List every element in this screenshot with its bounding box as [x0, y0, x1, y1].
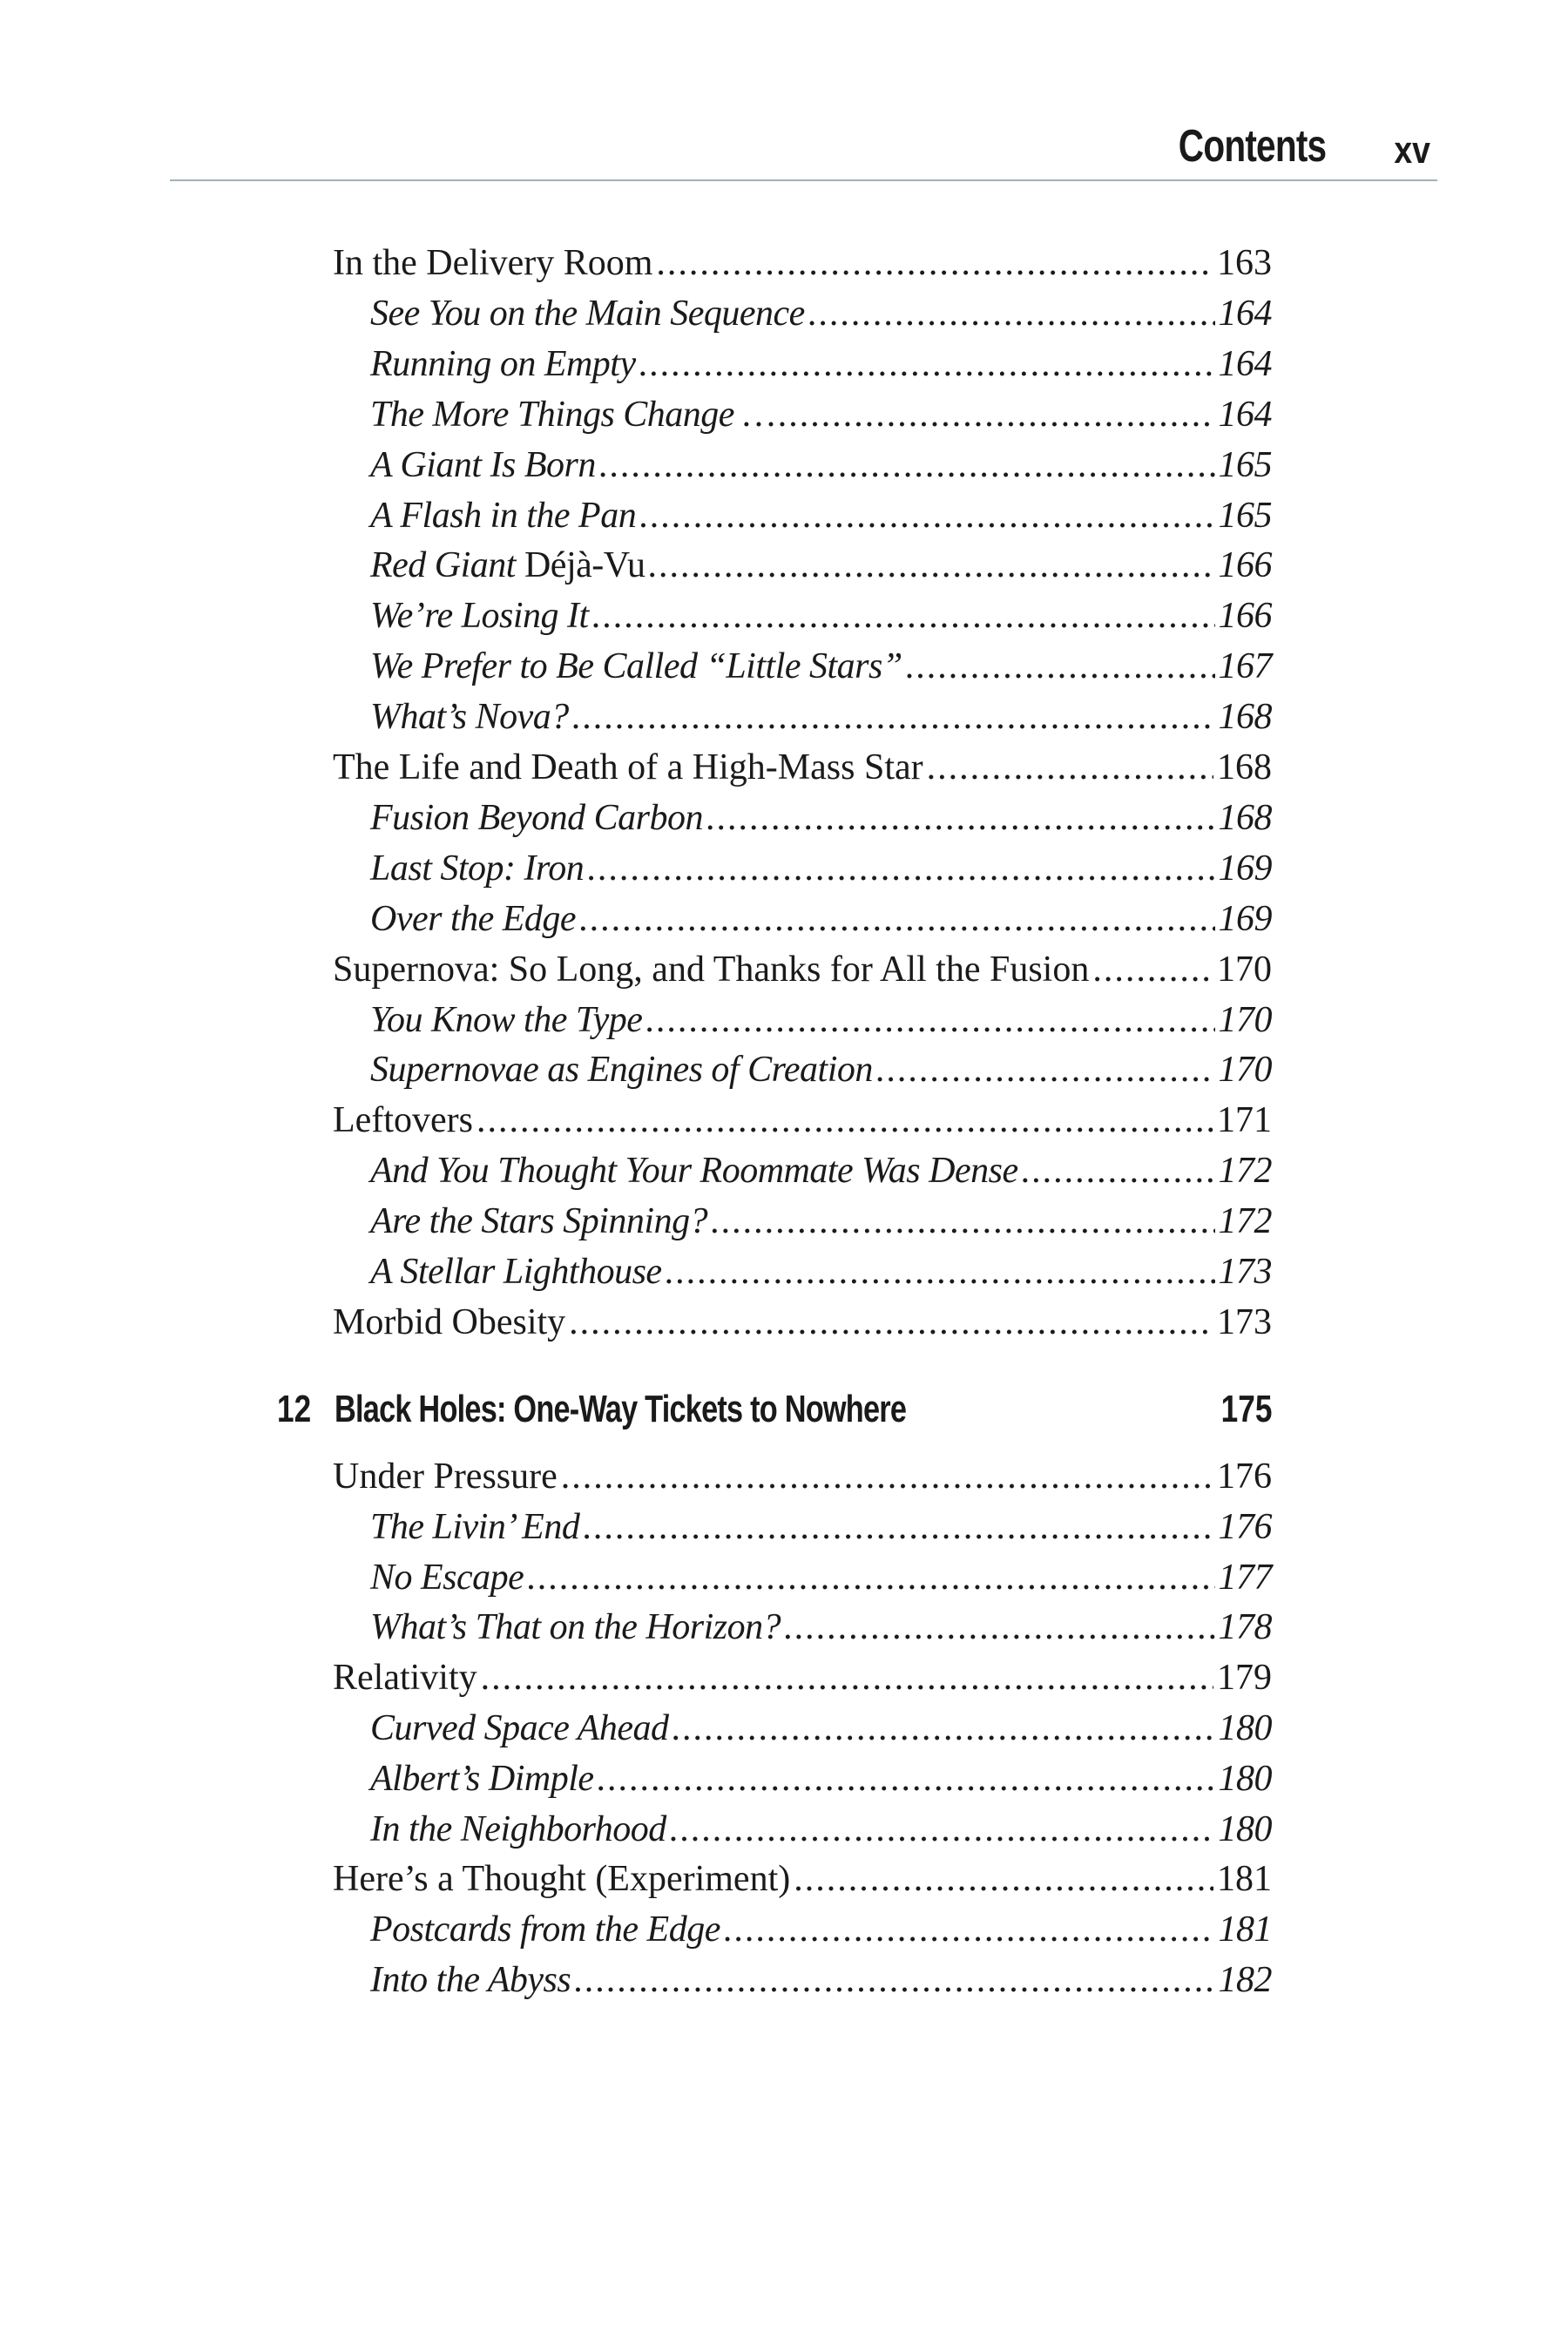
toc-entry-label: We’re Losing It: [370, 596, 589, 637]
toc-entry[interactable]: [370, 288, 1272, 339]
toc-entry-page: 172: [1218, 1201, 1272, 1242]
toc-entry-label: Morbid Obesity: [333, 1301, 566, 1342]
toc-entry[interactable]: [370, 1904, 1272, 1955]
toc-entry-label: The Livin’ End: [370, 1506, 580, 1547]
toc-entry[interactable]: [370, 1703, 1272, 1754]
toc-entry-page: 173: [1218, 1252, 1272, 1292]
dot-leader: [639, 339, 1215, 389]
toc-entry-page: 169: [1218, 848, 1272, 889]
chapter-title: Black Holes: One-Way Tickets to Nowhere: [335, 1388, 907, 1430]
toc-entry-page: 171: [1217, 1100, 1272, 1141]
dot-leader: [808, 288, 1215, 339]
toc-entry[interactable]: [370, 1602, 1272, 1652]
toc-entry[interactable]: [370, 540, 1272, 591]
toc-entry[interactable]: [370, 1955, 1272, 2005]
toc-entry-page: 164: [1218, 343, 1272, 384]
toc-entry-page: 164: [1218, 293, 1272, 334]
toc-entry-page: 170: [1218, 999, 1272, 1040]
toc-entry-label: Running on Empty: [370, 343, 636, 384]
toc-entry-page: 167: [1218, 646, 1272, 687]
dot-leader: [670, 1804, 1215, 1855]
toc-entry[interactable]: [370, 1804, 1272, 1855]
toc-entry-page: 168: [1218, 697, 1272, 738]
toc-entry[interactable]: [370, 389, 1272, 440]
toc-entry-page: 180: [1218, 1758, 1272, 1799]
toc-entry[interactable]: [333, 1652, 1272, 1703]
toc-entry-page: 182: [1218, 1960, 1272, 2000]
dot-leader: [639, 490, 1214, 541]
toc-entry-page: 166: [1218, 596, 1272, 637]
toc-entry-page: 163: [1217, 243, 1272, 283]
toc-entry-label: We Prefer to Be Called “Little Stars”: [370, 646, 902, 687]
toc-entry[interactable]: [370, 692, 1272, 742]
header-title: Contents: [1178, 121, 1326, 172]
toc-entry[interactable]: [333, 742, 1272, 793]
toc-entry-label: In the Delivery Room: [333, 243, 653, 283]
dot-leader: [587, 843, 1214, 894]
toc-entry[interactable]: [333, 238, 1272, 288]
toc-entry-label: The More Things Change …: [370, 394, 775, 435]
dot-leader: [779, 389, 1215, 440]
chapter-page: 175: [1220, 1388, 1272, 1430]
running-header: [170, 105, 1437, 181]
toc-entry[interactable]: [333, 1854, 1272, 1904]
toc-entry-label: In the Neighborhood: [370, 1808, 666, 1849]
toc-entry-page: 164: [1218, 394, 1272, 435]
dot-leader: [711, 1196, 1214, 1247]
toc-entry-label: No Escape: [370, 1557, 524, 1598]
toc-entry[interactable]: [370, 843, 1272, 894]
toc-entry-label: Supernovae as Engines of Creation: [370, 1050, 873, 1091]
dot-leader: [561, 1451, 1213, 1502]
toc-entry[interactable]: [370, 793, 1272, 843]
toc-entry-label: A Flash in the Pan: [370, 495, 637, 536]
toc-entry-label: Postcards from the Edge: [370, 1909, 720, 1950]
toc-entry-label: Leftovers: [333, 1100, 473, 1141]
dot-leader: [656, 238, 1213, 288]
toc-entry-label: Over the Edge: [370, 898, 577, 939]
toc-entry-label: Here’s a Thought (Experiment): [333, 1859, 791, 1900]
toc-entry[interactable]: [370, 440, 1272, 490]
dot-leader: [649, 540, 1215, 591]
toc-entry[interactable]: [370, 894, 1272, 944]
toc-entry-page: 176: [1218, 1506, 1272, 1547]
toc-entry-label: Red Giant: [370, 545, 516, 586]
toc-entry[interactable]: [370, 995, 1272, 1045]
toc-entry[interactable]: [370, 641, 1272, 692]
dot-leader: [906, 641, 1215, 692]
toc-entry-page: 177: [1218, 1557, 1272, 1598]
toc-entry-page: 165: [1218, 444, 1272, 485]
chapter-number: 12: [277, 1388, 312, 1430]
dot-leader: [724, 1904, 1215, 1955]
toc-entry-label-suffix: Déjà-Vu: [515, 545, 645, 586]
toc-entry-label: You Know the Type: [370, 999, 643, 1040]
toc-entry[interactable]: [370, 1247, 1272, 1297]
dot-leader: [1022, 1146, 1215, 1196]
dot-leader: [481, 1652, 1213, 1703]
toc-entry-page: 176: [1217, 1456, 1272, 1497]
dot-leader: [1092, 944, 1213, 995]
toc-entry-label: The Life and Death of a High-Mass Star: [333, 747, 923, 787]
toc-entry-label: And You Thought Your Roommate Was Dense: [370, 1151, 1018, 1192]
toc-entry-label: Supernova: So Long, and Thanks for All the Fusion: [333, 949, 1090, 990]
toc-entry-page: 181: [1217, 1859, 1272, 1900]
toc-entry[interactable]: [370, 1146, 1272, 1196]
dot-leader: [598, 1754, 1215, 1804]
dot-leader: [784, 1602, 1214, 1652]
dot-leader: [579, 894, 1214, 944]
toc-entry-label: Under Pressure: [333, 1456, 558, 1497]
dot-leader: [794, 1854, 1213, 1904]
toc-entry-page: 181: [1218, 1909, 1272, 1950]
toc-entry-page: 168: [1217, 747, 1272, 787]
toc-entry-page: 173: [1217, 1301, 1272, 1342]
toc-entry-page: 168: [1218, 797, 1272, 838]
toc-entry-label: What’s Nova?: [370, 697, 569, 738]
dot-leader: [666, 1247, 1215, 1297]
dot-leader: [876, 1044, 1215, 1095]
toc-entry-label: Fusion Beyond Carbon: [370, 797, 703, 838]
toc-entry-page: 165: [1218, 495, 1272, 536]
toc-entry[interactable]: [333, 1095, 1272, 1146]
toc-entry-page: 166: [1218, 545, 1272, 586]
toc-entry-label: Are the Stars Spinning?: [370, 1201, 708, 1242]
dot-leader: [527, 1552, 1214, 1603]
toc-entry[interactable]: [370, 339, 1272, 389]
dot-leader: [476, 1095, 1213, 1146]
toc-entry[interactable]: [370, 1196, 1272, 1247]
toc-entry-page: 169: [1218, 898, 1272, 939]
toc-entry-page: 179: [1217, 1658, 1272, 1699]
toc-entry-page: 180: [1218, 1808, 1272, 1849]
toc-entry-label: Last Stop: Iron: [370, 848, 585, 889]
toc-entry-label: Albert’s Dimple: [370, 1758, 594, 1799]
toc-entry-label: What’s That on the Horizon?: [370, 1607, 781, 1648]
dot-leader: [592, 591, 1215, 641]
dot-leader: [574, 1955, 1214, 2005]
dot-leader: [572, 692, 1215, 742]
toc-entry-label: Relativity: [333, 1658, 477, 1699]
toc-entry-page: 172: [1218, 1151, 1272, 1192]
dot-leader: [672, 1703, 1214, 1754]
dot-leader: [645, 995, 1214, 1045]
dot-leader: [569, 1297, 1213, 1348]
toc-entry[interactable]: [370, 591, 1272, 641]
toc-entry-page: 178: [1218, 1607, 1272, 1648]
dot-leader: [583, 1502, 1214, 1552]
toc-entry[interactable]: [370, 1754, 1272, 1804]
toc-entry-label: Curved Space Ahead: [370, 1708, 669, 1748]
toc-entry[interactable]: [333, 1451, 1272, 1502]
dot-leader: [599, 440, 1215, 490]
toc-entry-label: A Stellar Lighthouse: [370, 1252, 662, 1292]
toc-entry-page: 170: [1217, 949, 1272, 990]
toc-entry[interactable]: [370, 1552, 1272, 1603]
toc-entry-label: A Giant Is Born: [370, 444, 596, 485]
toc-entry[interactable]: [333, 944, 1272, 995]
dot-leader: [927, 742, 1213, 793]
toc-entry[interactable]: [333, 1297, 1272, 1348]
toc-entry[interactable]: [370, 490, 1272, 541]
toc-entry-page: 180: [1218, 1708, 1272, 1748]
header-page-number: xv: [1394, 129, 1430, 172]
toc-entry-label: Into the Abyss: [370, 1960, 571, 2000]
toc-entry-page: 170: [1218, 1050, 1272, 1091]
toc-entry[interactable]: [370, 1044, 1272, 1095]
toc-entry-label: See You on the Main Sequence: [370, 293, 805, 334]
toc-entry[interactable]: [370, 1502, 1272, 1552]
dot-leader: [706, 793, 1215, 843]
chapter-heading[interactable]: [277, 1381, 1272, 1438]
